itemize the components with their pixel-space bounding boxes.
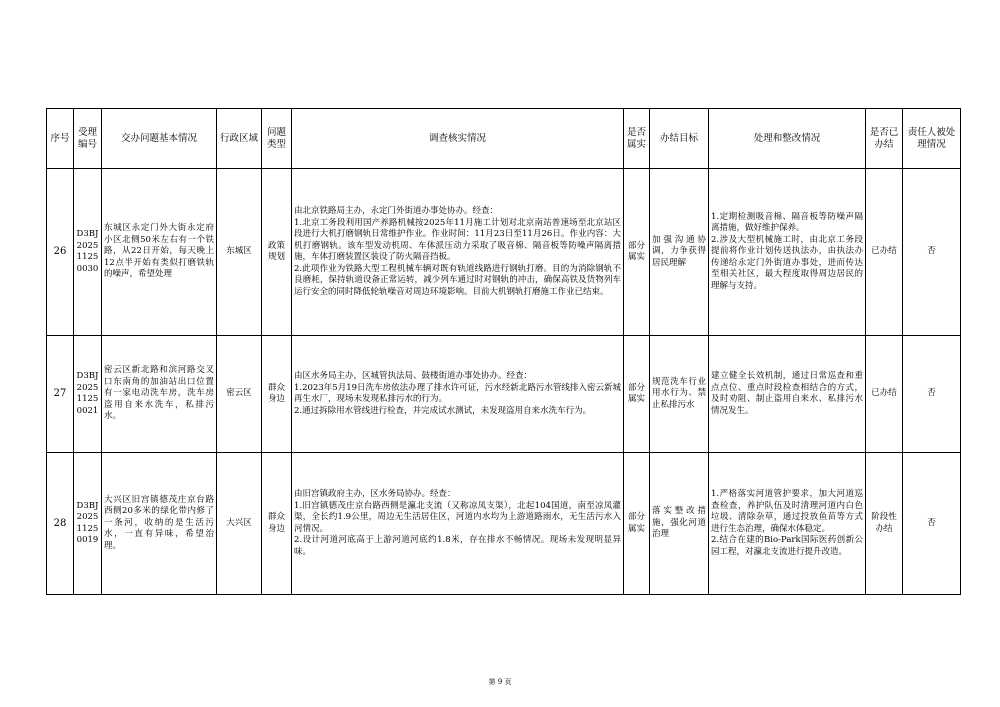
header-handling: 处理和整改情况 [709, 109, 866, 169]
row-seq: 26 [47, 169, 74, 336]
row-type: 群众身边 [262, 336, 292, 453]
row-goal: 规范洗车行业用水行为、禁止私排污水 [650, 336, 709, 453]
row-investigation [292, 453, 624, 595]
row-verified: 部分属实 [624, 453, 650, 595]
handling-line: 建立健全长效机制，通过日常巡查和重点点位、重点时段检查相结合的方式，及时劝阻、制止盗用自来水、私排污水情况发生。 [711, 371, 863, 416]
row-investigation [292, 336, 624, 453]
investigation-line: 2.通过拆除用水管线进行检查，并完成试水测试，未发现盗用自来水洗车行为。 [294, 405, 592, 416]
row-goal: 加强沟通协调，力争获得居民理解 [650, 169, 709, 336]
handling-line: 1.定期检测吸音棉、隔音板等防噪声隔离措施，做好维护保养。 [711, 211, 863, 234]
header-seq: 序号 [47, 109, 74, 169]
investigation-line: 由旧宫镇政府主办，区水务局协办。经查： [294, 489, 456, 499]
row-handling [709, 453, 866, 595]
header-verified: 是否属实 [624, 109, 650, 169]
investigation-line: 1.2023年5月19日洗车房依法办理了排水许可证，污水经新北路污水管线排入密云新城再生水厂，现场未发现私排污水的行为。 [294, 382, 621, 404]
investigation-line: 2.设计河道河底高于上游河道河底约1.8米，存在排水不畅情况。现场未发现明显异味。 [294, 535, 621, 557]
table-row [47, 336, 961, 453]
row-district: 密云区 [217, 336, 262, 453]
row-type: 群众身边 [262, 453, 292, 595]
investigation-line: 1.北京工务段利用国产养路机械按2025年11月施工计划对北京南站普速场至北京站区段进行大机打磨钢轨日常维护作业。作业时间：11月23日至11月26日。作业内容：大机打磨钢轨。该车型发动机周、车体派压动力采取了吸音棉、隔音板等防噪声隔离措施，车体打磨装置区装设了防火隔音挡板。 [294, 217, 621, 262]
row-completed: 阶段性办结 [866, 453, 903, 595]
investigation-line: 由区水务局主办，区城管执法局、鼓楼街道办事处协办。经查： [294, 371, 533, 381]
row-investigation [292, 169, 624, 336]
row-problem: 密云区新北路和滨河路交叉口东南角的加油站出口位置有一家电动洗车房，洗车房盗用自来水洗车，私排污水。 [102, 336, 217, 453]
row-completed: 已办结 [866, 336, 903, 453]
row-handling [709, 336, 866, 453]
header-completed: 是否已办结 [866, 109, 903, 169]
row-code: D3BJ202511250030 [74, 169, 102, 336]
row-goal: 落实整改措施，强化河道治理 [650, 453, 709, 595]
header-goal: 办结目标 [650, 109, 709, 169]
row-seq: 27 [47, 336, 74, 453]
table-row [47, 169, 961, 336]
row-accountability: 否 [903, 169, 961, 336]
row-problem: 东城区永定门外大街永定府小区北侧50米左右有一个铁路，从22日开始，每天晚上12点半开始有类似打磨铁轨的噪声，希望处理 [102, 169, 217, 336]
table-row [47, 453, 961, 595]
handling-line: 1.严格落实河道管护要求，加大河道巡查检查，养护队伍及时清理河道内白色垃圾、清除杂草，通过投放鱼苗等方式进行生态治理，确保水体稳定。 [711, 489, 863, 534]
investigation-line: 2.此项作业为铁路大型工程机械车辆对既有轨道线路进行钢轨打磨。目的为消除钢轨不良磨耗，保持轨道设备正常运转，减少列车通过时对钢轨的冲击，确保高铁及货物列车运行安全的同时降低轮轨噪音对周边环境影响。目前大机钢轨打磨施工作业已结束。 [294, 263, 621, 297]
report-table [46, 108, 961, 595]
page-number: 第 9 页 [488, 678, 512, 686]
investigation-line: 由北京铁路局主办，永定门外街道办事处协办。经查： [294, 206, 499, 216]
header-investigation: 调查核实情况 [292, 109, 624, 169]
row-accountability: 否 [903, 453, 961, 595]
header-type: 问题类型 [262, 109, 292, 169]
row-code: D3BJ202511250021 [74, 336, 102, 453]
investigation-line: 1.旧宫镇德茂庄京台路西侧是瀛北支流（又称凉凤支渠），北起104国道，南至凉凤灌渠，全长约1.9公里，周边无生活居住区，河道内水均为上游道路雨水，无生活污水入河情况。 [294, 500, 621, 534]
header-accountability: 责任人被处理情况 [903, 109, 961, 169]
header-district: 行政区域 [217, 109, 262, 169]
handling-line: 2.涉及大型机械施工时，由北京工务段提前将作业计划传送执法办，由执法办传递给永定门外街道办事处，进而传达至相关社区，最大程度取得周边居民的理解与支持。 [711, 234, 863, 291]
row-completed: 已办结 [866, 169, 903, 336]
row-verified: 部分属实 [624, 169, 650, 336]
header-problem: 交办问题基本情况 [102, 109, 217, 169]
row-district: 东城区 [217, 169, 262, 336]
row-verified: 部分属实 [624, 336, 650, 453]
row-problem: 大兴区旧宫镇德茂庄京台路西侧20多米的绿化带内修了一条河，收纳的是生活污水，一直有异味，希望治理。 [102, 453, 217, 595]
header-code: 受理编号 [74, 109, 102, 169]
header-row [47, 109, 961, 169]
row-type: 政策规划 [262, 169, 292, 336]
row-district: 大兴区 [217, 453, 262, 595]
row-seq: 28 [47, 453, 74, 595]
row-code: D3BJ202511250019 [74, 453, 102, 595]
row-accountability: 否 [903, 336, 961, 453]
row-handling [709, 169, 866, 336]
handling-line: 2.结合在建的Bio-Park国际医药创新公园工程，对瀛北支流进行提升改造。 [711, 535, 863, 557]
